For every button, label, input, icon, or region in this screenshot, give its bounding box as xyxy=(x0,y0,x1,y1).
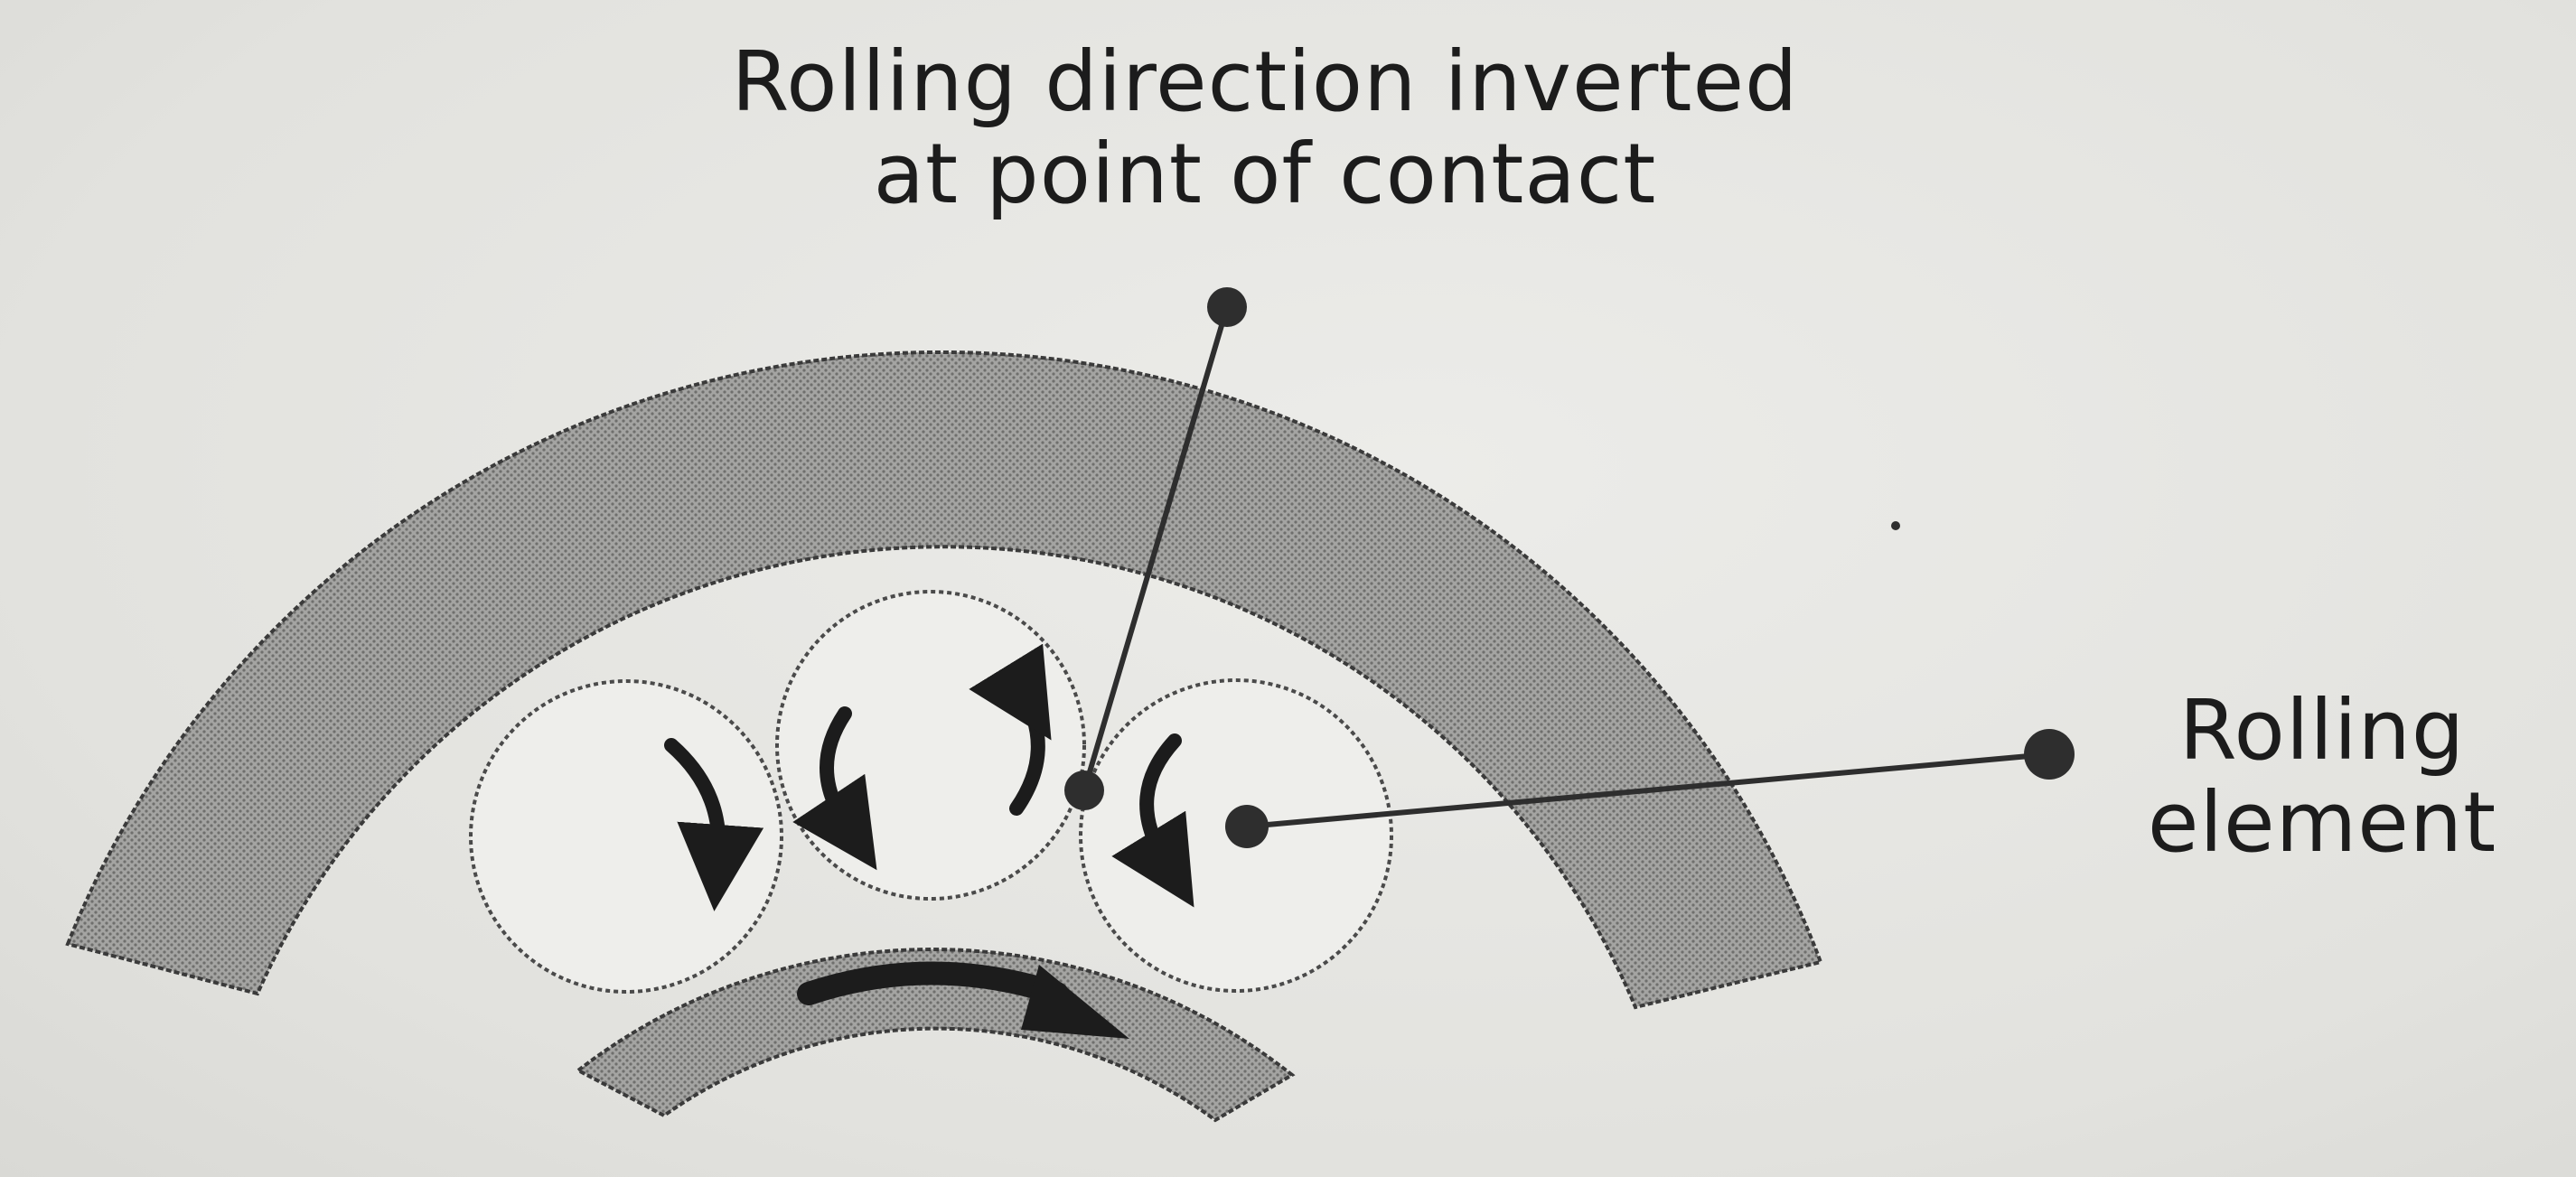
rolling-element-label-line2: element xyxy=(2147,774,2497,871)
leader-dot-icon-element-center xyxy=(1225,805,1269,848)
leader-dot-icon-contact-point xyxy=(1064,771,1104,810)
contact-point-label-line2: at point of contact xyxy=(873,126,1657,222)
leader-dot-icon-contact-top xyxy=(1207,287,1247,327)
contact-point-label-line1: Rolling direction inverted xyxy=(731,33,1799,130)
rolling-element-label xyxy=(2105,682,2539,871)
leader-dot-icon-element-end xyxy=(2024,729,2075,780)
contact-point-label xyxy=(632,33,1897,222)
rolling-element-left xyxy=(471,681,782,992)
print-speck xyxy=(1891,521,1900,530)
rolling-element-label-line1: Rolling xyxy=(2178,682,2466,779)
